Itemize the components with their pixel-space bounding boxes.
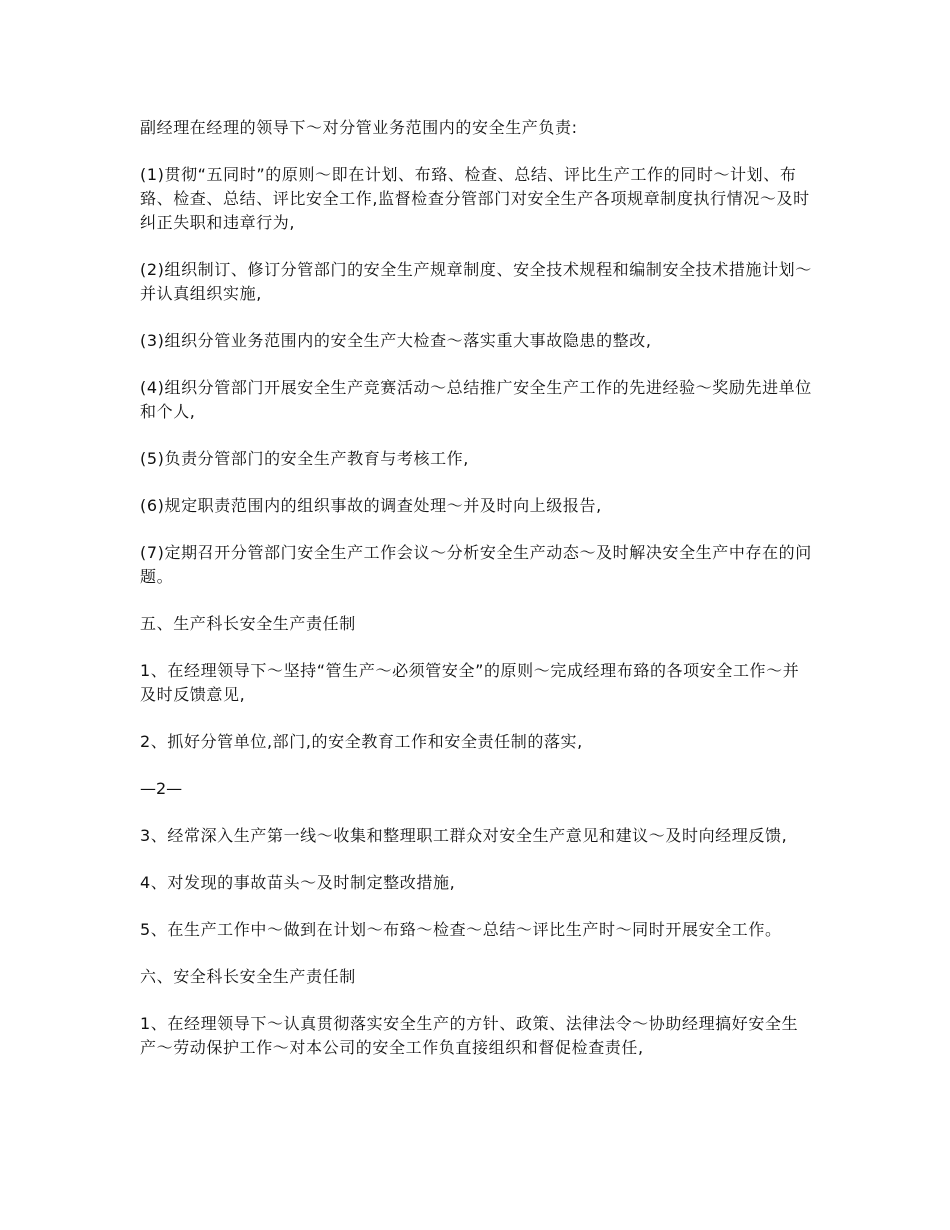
duty-item-1: (1)贯彻“五同时”的原则～即在计划、布臵、检查、总结、评比生产工作的同时～计划、布臵、检查、总结、评比安全工作,监督检查分管部门对安全生产各项规章制度执行情况～及时纠正失职和违章行为, [140, 165, 810, 232]
section-heading-6: 六、安全科长安全生产责任制 [140, 967, 356, 986]
document-body [140, 116, 812, 1083]
duty-item-2: (2)组织制订、修订分管部门的安全生产规章制度、安全技术规程和编制安全技术措施计划～并认真组织实施, [140, 260, 812, 303]
duty-item-5: (5)负责分管部门的安全生产教育与考核工作, [140, 449, 469, 468]
section5-item-4: 4、对发现的事故苗头～及时制定整改措施, [140, 873, 456, 892]
section5-item-1: 1、在经理领导下～坚持“管生产～必须管安全”的原则～完成经理布臵的各项安全工作～并及时反馈意见, [140, 661, 800, 704]
section6-item-1: 1、在经理领导下～认真贯彻落实安全生产的方针、政策、法律法令～协助经理搞好安全生产～劳动保护工作～对本公司的安全工作负直接组织和督促检查责任, [140, 1014, 799, 1057]
section5-item-3: 3、经常深入生产第一线～收集和整理职工群众对安全生产意见和建议～及时向经理反馈, [140, 826, 788, 845]
page-number: —2— [140, 779, 183, 798]
section5-item-5: 5、在生产工作中～做到在计划～布臵～检查～总结～评比生产时～同时开展安全工作。 [140, 920, 782, 939]
section-heading-5: 五、生产科长安全生产责任制 [140, 614, 356, 633]
intro-paragraph: 副经理在经理的领导下～对分管业务范围内的安全生产负责: [140, 118, 578, 137]
duty-item-4: (4)组织分管部门开展安全生产竞赛活动～总结推广安全生产工作的先进经验～奖励先进单位和个人, [140, 378, 812, 421]
duty-item-6: (6)规定职责范围内的组织事故的调查处理～并及时向上级报告, [140, 496, 602, 515]
duty-item-3: (3)组织分管业务范围内的安全生产大检查～落实重大事故隐患的整改, [140, 331, 652, 350]
duty-item-7: (7)定期召开分管部门安全生产工作会议～分析安全生产动态～及时解决安全生产中存在的问题。 [140, 543, 812, 586]
section5-item-2: 2、抓好分管单位,部门,的安全教育工作和安全责任制的落实, [140, 732, 583, 751]
